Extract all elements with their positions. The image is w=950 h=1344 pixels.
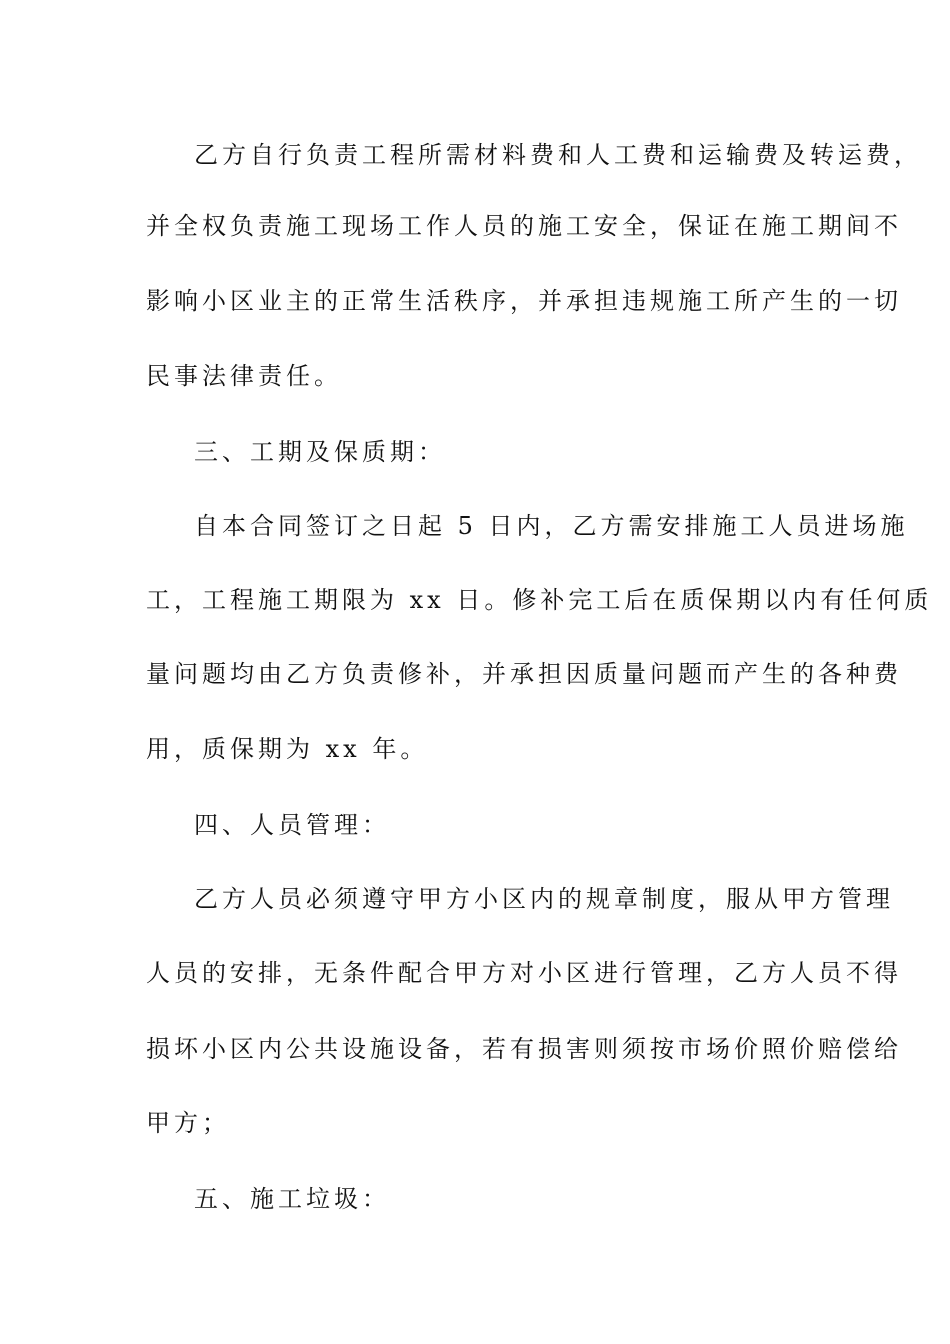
paragraph-line: 人员的安排，无条件配合甲方对小区进行管理，乙方人员不得: [146, 959, 902, 987]
paragraph-line: 乙方人员必须遵守甲方小区内的规章制度，服从甲方管理: [194, 885, 894, 913]
paragraph-line: 并全权负责施工现场工作人员的施工安全，保证在施工期间不: [146, 212, 902, 240]
paragraph-line: 影响小区业主的正常生活秩序，并承担违规施工所产生的一切: [146, 287, 902, 315]
paragraph-line: 民事法律责任。: [146, 362, 342, 390]
paragraph-line: 损坏小区内公共设施设备，若有损害则须按市场价照价赔偿给: [146, 1035, 902, 1063]
section-heading: 四、人员管理：: [194, 811, 390, 839]
paragraph-line: 甲方；: [146, 1109, 230, 1137]
paragraph-line: 量问题均由乙方负责修补，并承担因质量问题而产生的各种费: [146, 660, 902, 688]
paragraph-line: 乙方自行负责工程所需材料费和人工费和运输费及转运费，: [194, 141, 922, 169]
section-heading: 五、施工垃圾：: [194, 1185, 390, 1213]
paragraph-line: 用，质保期为 xx 年。: [146, 735, 429, 763]
paragraph-line: 工，工程施工期限为 xx 日。修补完工后在质保期以内有任何质: [146, 586, 933, 614]
paragraph-line: 自本合同签订之日起 5 日内，乙方需安排施工人员进场施: [194, 512, 909, 540]
section-heading: 三、工期及保质期：: [194, 438, 446, 466]
